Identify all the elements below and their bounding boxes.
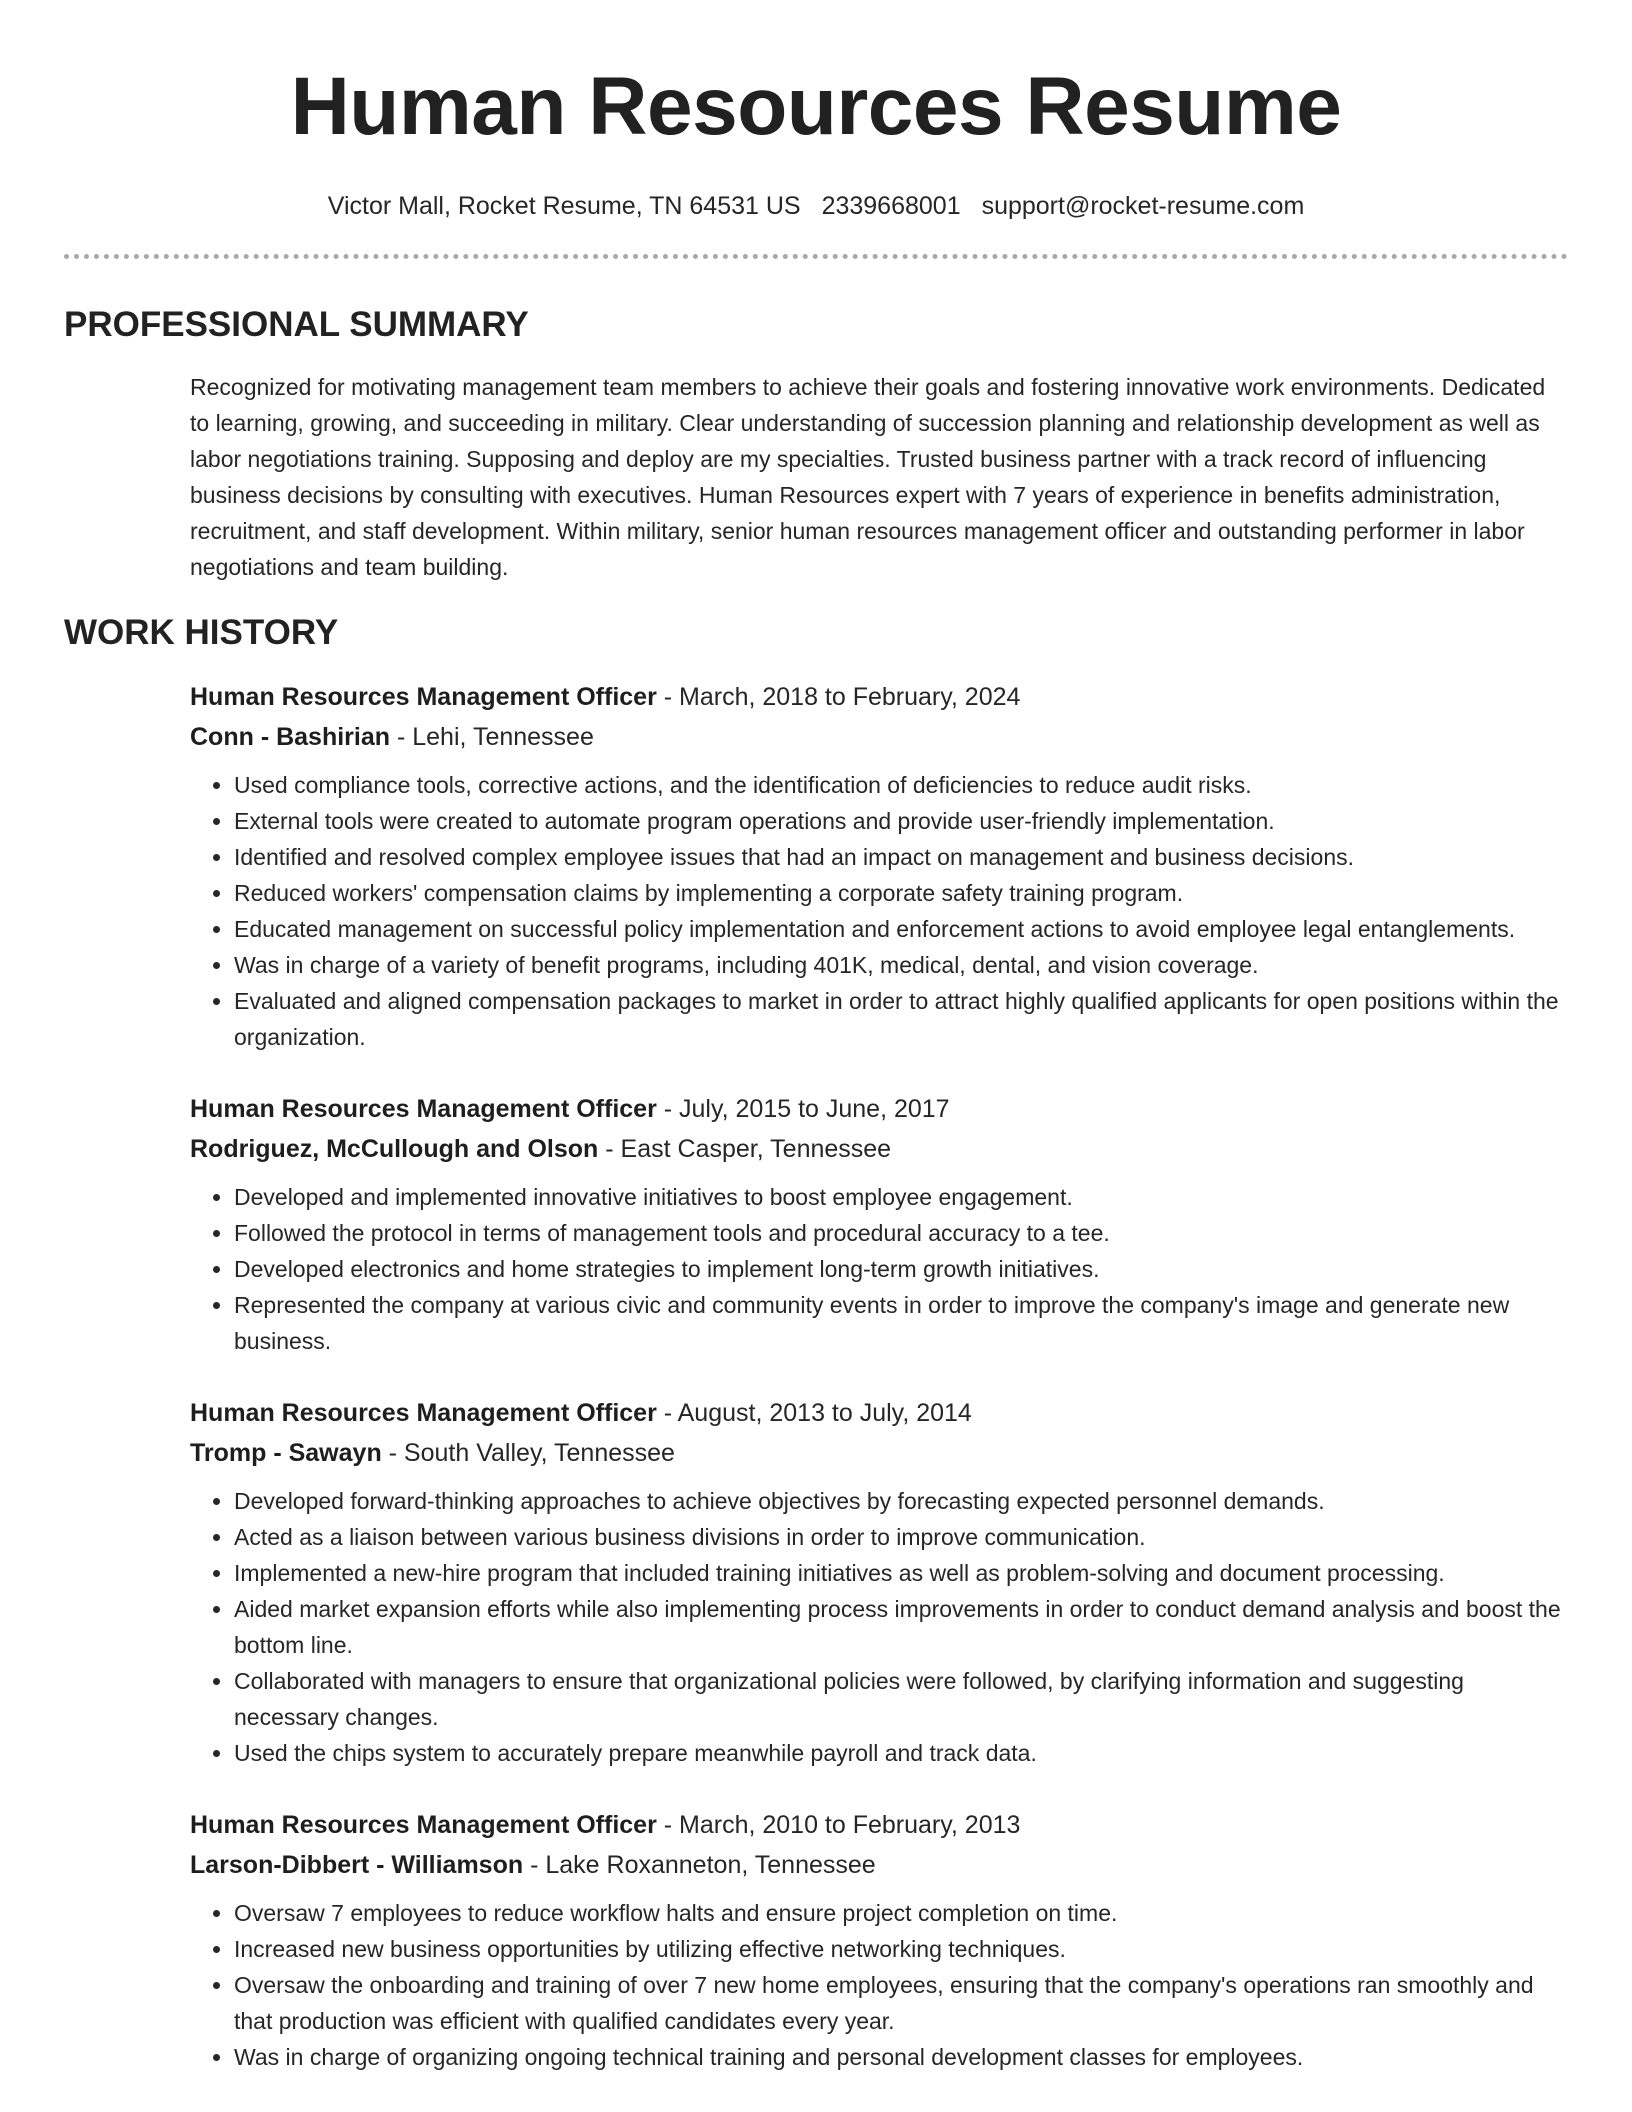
job-dates: - July, 2015 to June, 2017	[656, 1095, 950, 1123]
job-bullet: • Acted as a liaison between various business divisions in order to improve communication.	[234, 1519, 1568, 1555]
resume-title: Human Resources Resume	[290, 61, 1342, 152]
resume-page	[64, 0, 1568, 2075]
job-company: Larson-Dibbert - Williamson	[190, 1851, 524, 1879]
job-bullet: • Aided market expansion efforts while also implementing process improvements in order to conduct demand analysis and boost the bottom line.	[234, 1591, 1568, 1663]
job-company-line	[190, 1129, 1568, 1169]
job-company-line	[190, 1433, 1568, 1473]
job-bullet: • Implemented a new-hire program that included training initiatives as well as problem-solving and document processing.	[234, 1555, 1568, 1591]
job-company-line	[190, 717, 1568, 757]
job-bullet: • Used compliance tools, corrective actions, and the identification of deficiencies to reduce audit risks.	[234, 767, 1568, 803]
job-dates: - March, 2018 to February, 2024	[656, 683, 1021, 711]
job-bullet: • Represented the company at various civic and community events in order to improve the company's image and generate new business.	[234, 1287, 1568, 1359]
job-company-line	[190, 1845, 1568, 1885]
job-title-line	[190, 1805, 1568, 1845]
job-bullet: • Evaluated and aligned compensation packages to market in order to attract highly qualified applicants for open positions within the organization.	[234, 983, 1568, 1055]
job-bullets	[190, 767, 1568, 1055]
job-title: Human Resources Management Officer	[190, 1399, 657, 1427]
job-bullet: • Developed electronics and home strategies to implement long-term growth initiatives.	[234, 1251, 1568, 1287]
job-entry	[190, 677, 1568, 1055]
job-bullets	[190, 1483, 1568, 1771]
job-bullet: • Was in charge of a variety of benefit programs, including 401K, medical, dental, and vision coverage.	[234, 947, 1568, 983]
job-location: - South Valley, Tennessee	[381, 1439, 675, 1467]
job-bullet: • Identified and resolved complex employee issues that had an impact on management and business decisions.	[234, 839, 1568, 875]
job-dates: - August, 2013 to July, 2014	[656, 1399, 972, 1427]
job-company: Rodriguez, McCullough and Olson	[190, 1135, 599, 1163]
job-bullet: • Used the chips system to accurately prepare meanwhile payroll and track data.	[234, 1735, 1568, 1771]
job-entry	[190, 1393, 1568, 1771]
contact-email: support@rocket-resume.com	[981, 192, 1305, 220]
contact-address: Victor Mall, Rocket Resume, TN 64531 US	[327, 192, 801, 220]
job-bullet: • Reduced workers' compensation claims by implementing a corporate safety training program.	[234, 875, 1568, 911]
section-heading-summary: PROFESSIONAL SUMMARY	[64, 305, 529, 344]
job-bullet: • Oversaw 7 employees to reduce workflow halts and ensure project completion on time.	[234, 1895, 1568, 1931]
job-company: Tromp - Sawayn	[190, 1439, 382, 1467]
header-divider	[64, 254, 1568, 259]
job-bullets	[190, 1895, 1568, 2075]
contact-phone: 2339668001	[821, 192, 961, 220]
job-entry	[190, 1805, 1568, 2075]
job-bullet: • Followed the protocol in terms of management tools and procedural accuracy to a tee.	[234, 1215, 1568, 1251]
job-bullet: • Collaborated with managers to ensure that organizational policies were followed, by clarifying information and suggesting necessary changes.	[234, 1663, 1568, 1735]
job-title-line	[190, 677, 1568, 717]
job-title: Human Resources Management Officer	[190, 1811, 657, 1839]
job-bullet: • Increased new business opportunities by utilizing effective networking techniques.	[234, 1931, 1568, 1967]
job-bullet: • External tools were created to automate program operations and provide user-friendly implementation.	[234, 803, 1568, 839]
job-entry	[190, 1089, 1568, 1359]
job-location: - Lake Roxanneton, Tennessee	[523, 1851, 876, 1879]
job-company: Conn - Bashirian	[190, 723, 391, 751]
summary-text: Recognized for motivating management team members to achieve their goals and fostering innovative work environments. Dedicated to learning, growing, and succeeding in military. Clear understanding of succession planning and relationship development as well as labor negotiations training. Supposing and deploy are my specialties. Trusted business partner with a track record of influencing business decisions by consulting with executives. Human Resources expert with 7 years of experience in benefits administration, recruitment, and staff development. Within military, senior human resources management officer and outstanding performer in labor negotiations and team building.	[190, 374, 1546, 580]
job-title-line	[190, 1089, 1568, 1129]
job-title: Human Resources Management Officer	[190, 683, 657, 711]
job-title: Human Resources Management Officer	[190, 1095, 657, 1123]
section-heading-work-history: WORK HISTORY	[64, 613, 339, 652]
job-bullet: • Educated management on successful policy implementation and enforcement actions to avoid employee legal entanglements.	[234, 911, 1568, 947]
contact-line	[64, 190, 1568, 222]
job-bullets	[190, 1179, 1568, 1359]
job-bullet: • Was in charge of organizing ongoing technical training and personal development classes for employees.	[234, 2039, 1568, 2075]
job-bullet: • Developed forward-thinking approaches to achieve objectives by forecasting expected personnel demands.	[234, 1483, 1568, 1519]
job-dates: - March, 2010 to February, 2013	[656, 1811, 1021, 1839]
job-bullet: • Developed and implemented innovative initiatives to boost employee engagement.	[234, 1179, 1568, 1215]
job-bullet: • Oversaw the onboarding and training of over 7 new home employees, ensuring that the company's operations ran smoothly and that production was efficient with qualified candidates every year.	[234, 1967, 1568, 2039]
job-location: - Lehi, Tennessee	[390, 723, 594, 751]
job-title-line	[190, 1393, 1568, 1433]
job-location: - East Casper, Tennessee	[598, 1135, 892, 1163]
